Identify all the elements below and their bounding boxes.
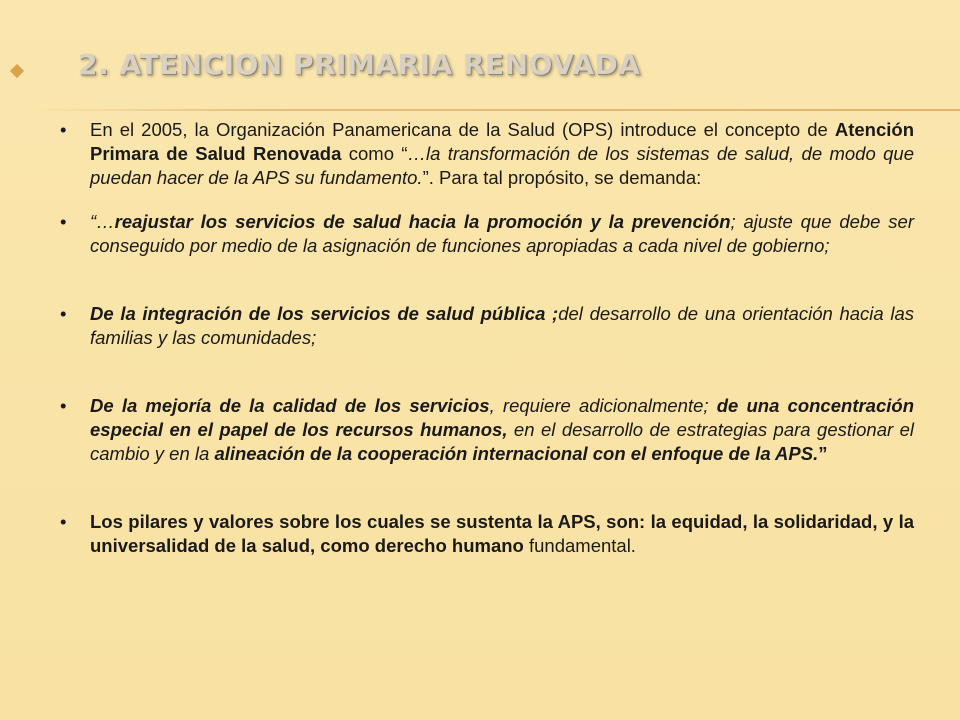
text-segment: como “ — [341, 143, 408, 164]
bullet-dot: • — [60, 119, 67, 140]
title-divider — [34, 109, 960, 111]
text-segment: En el 2005, la Organización Panamericana de la Salud (OPS) introduce el concepto de — [90, 119, 835, 140]
bold-italic-text-segment: reajustar los servicios de salud hacia la promoción y la prevención — [114, 211, 731, 232]
text-segment: fundamental. — [523, 535, 636, 556]
bold-italic-text-segment: De la mejoría de la calidad de los servicios — [90, 395, 490, 416]
italic-text-segment: …la transformación de los sistemas de salud, de modo que puedan hacer de la APS su fundamento. — [90, 143, 914, 188]
corner-diamond-decoration — [10, 64, 24, 78]
italic-text-segment: en el desarrollo de estrategias para gestionar el cambio y en la — [90, 419, 915, 464]
italic-text-segment: “… — [90, 211, 115, 232]
bold-text-segment: ” — [818, 443, 828, 464]
bold-text-segment: Los pilares y valores sobre los cuales se sustenta la APS, son: la equidad, la solidaridad, y la universalidad de la salud, como derecho humano — [90, 511, 914, 556]
bullet-item-integracion — [56, 302, 914, 350]
bold-italic-text-segment: de una concentración especial en el papel de los recursos humanos, — [90, 395, 914, 440]
bullet-dot: • — [60, 395, 67, 416]
bullet-item-mejoria — [56, 394, 914, 466]
italic-text-segment: del desarrollo de una orientación hacia las familias y las comunidades; — [90, 303, 914, 348]
bold-italic-text-segment: alineación de la cooperación internacional con el enfoque de la APS. — [214, 443, 819, 464]
bullet-item-reajustar — [56, 210, 914, 258]
text-segment: ”. Para tal propósito, se demanda: — [422, 167, 702, 188]
bullet-list — [56, 118, 914, 558]
italic-text-segment: ; ajuste que debe ser conseguido por medio de la asignación de funciones apropiadas a cada nivel de gobierno; — [90, 211, 914, 256]
slide-title: 2. ATENCION PRIMARIA RENOVADA — [78, 48, 641, 81]
bullet-dot: • — [60, 303, 67, 324]
bold-italic-text-segment: De la integración de los servicios de salud pública ; — [90, 303, 559, 324]
bullet-item-ops-2005 — [56, 118, 914, 190]
bullet-dot: • — [60, 511, 67, 532]
bullet-item-pilares — [56, 510, 914, 558]
bold-text-segment: Atención Primara de Salud Renovada — [90, 119, 914, 164]
italic-text-segment: , requiere adicionalmente; — [489, 395, 717, 416]
slide-content — [56, 118, 914, 558]
bullet-dot: • — [60, 211, 67, 232]
